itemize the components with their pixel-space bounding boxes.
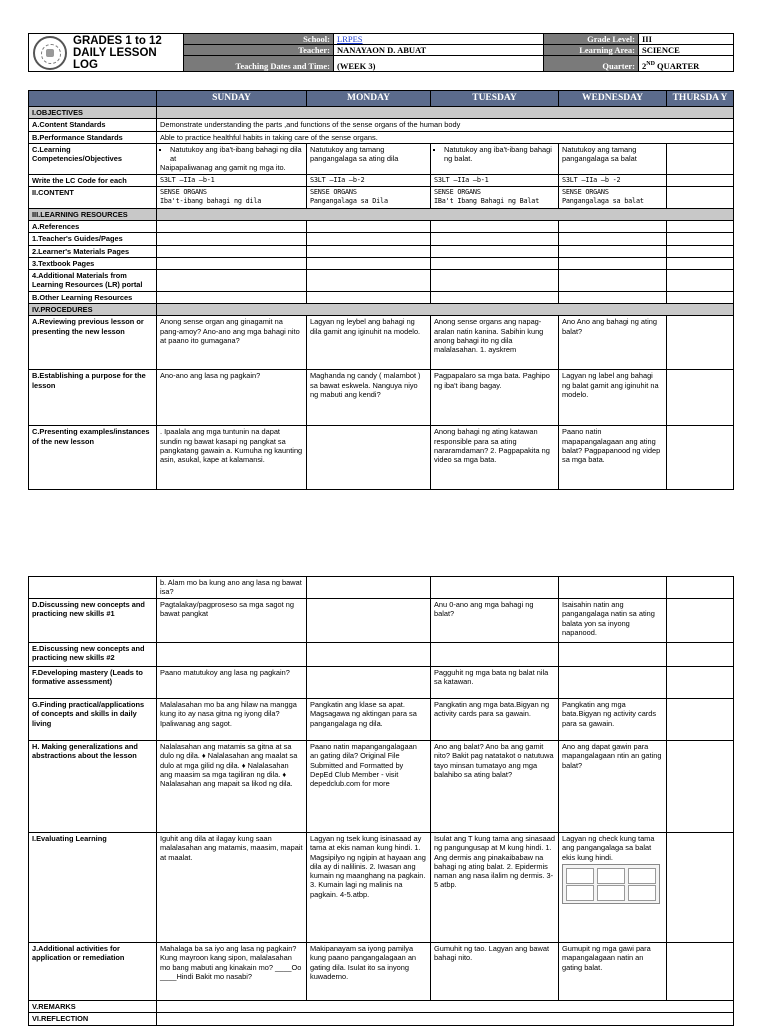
competency-sunday xyxy=(157,143,307,174)
discussing-1-sunday: Pagtalakay/pagproseso sa mga sagot ng bawat pangkat xyxy=(157,599,307,643)
reflection-label: VI.REFLECTION xyxy=(29,1013,157,1025)
lesson-table-part-1 xyxy=(28,90,733,490)
header-table xyxy=(28,33,734,72)
generalizations-wednesday: Ano ang dapat gawin para mapangalagaan ntin an gating balat? xyxy=(559,741,667,833)
applications-tuesday: Pangkatin ang mga bata.Bigyan ng activity cards para sa gawain. xyxy=(431,699,559,741)
learning-area-value: SCIENCE xyxy=(639,45,734,56)
school-value xyxy=(334,34,544,45)
mastery-monday xyxy=(307,667,431,699)
presenting-label: C.Presenting examples/instances of the new lesson xyxy=(29,426,157,490)
generalizations-row xyxy=(29,741,734,833)
objectives-row xyxy=(29,107,734,119)
content-wednesday-topic: SENSE ORGANS xyxy=(562,188,609,197)
performance-standards-row xyxy=(29,131,734,143)
teachers-guide-label: 1.Teacher's Guides/Pages xyxy=(29,233,157,245)
evaluating-label: I.Evaluating Learning xyxy=(29,833,157,943)
content-sunday-topic: SENSE ORGANS xyxy=(160,188,207,197)
title-line-2: DAILY LESSON xyxy=(73,46,157,59)
presenting-continued-row xyxy=(29,577,734,599)
applications-label: G.Finding practical/applications of concepts and skills in daily living xyxy=(29,699,157,741)
mastery-wednesday xyxy=(559,667,667,699)
evaluating-sunday: Iguhit ang dila at ilagay kung saan malalasahan ang matamis, maasim, mapait at maalat. xyxy=(157,833,307,943)
additional-materials-row xyxy=(29,270,734,292)
day-monday: MONDAY xyxy=(307,91,431,107)
mastery-sunday: Paano matutukoy ang lasa ng pagkain? xyxy=(157,667,307,699)
reviewing-tuesday: Anong sense organs ang napag-aralan natin kanina. Sabihin kung anong bahagi ito ng dila malalasahan. 1. ayskrem xyxy=(431,316,559,370)
content-standards-text: Demonstrate understanding the parts ,and functions of the sense organs of the human body xyxy=(157,119,734,131)
discussing-1-monday xyxy=(307,599,431,643)
purpose-row xyxy=(29,370,734,426)
discussing-1-row xyxy=(29,599,734,643)
presenting-wednesday: Paano natin mapapangalagaan ang ating balat? Pagpapanood ng videp sa mga bata. xyxy=(559,426,667,490)
quarter-number: 2 xyxy=(642,61,647,71)
lc-code-tuesday: S3LT –IIa –b-1 xyxy=(431,174,559,186)
evaluating-wednesday-text: Lagyan ng check kung tama ang pangangalaga sa balat ekis kung hindi. xyxy=(562,834,655,862)
school-link[interactable]: LRPES xyxy=(337,34,363,44)
content-standards-label: A.Content Standards xyxy=(29,119,157,131)
competency-tuesday-bullet: ▪ Natutukoy ang iba't-ibang bahagi ng balat. xyxy=(444,145,555,164)
textbook-row xyxy=(29,257,734,269)
day-sunday: SUNDAY xyxy=(157,91,307,107)
mastery-label: F.Developing mastery (Leads to formative assessment) xyxy=(29,667,157,699)
learning-area-label: Learning Area: xyxy=(544,45,639,56)
purpose-sunday: Ano-ano ang lasa ng pagkain? xyxy=(157,370,307,426)
school-label: School: xyxy=(184,34,334,45)
discussing-1-tuesday: Anu 0-ano ang mga bahagi ng balat? xyxy=(431,599,559,643)
reviewing-wednesday: Ano Ano ang bahagi ng ating balat? xyxy=(559,316,667,370)
other-resources-label: B.Other Learning Resources xyxy=(29,291,157,303)
presenting-tuesday: Anong bahagi ng ating katawan responsible para sa ating nararamdaman? 2. Pagpapakita ng video sa mga bata. xyxy=(431,426,559,490)
additional-activities-wednesday: Gumupit ng mga gawi para mapangalagaan natin an gating balat. xyxy=(559,943,667,1001)
title-line-1: GRADES 1 to 12 xyxy=(73,34,162,47)
content-monday-sub: Pangangalaga sa Dila xyxy=(310,197,388,206)
applications-row xyxy=(29,699,734,741)
additional-activities-row xyxy=(29,943,734,1001)
content-row xyxy=(29,187,734,209)
deped-seal-logo xyxy=(33,36,67,70)
learning-resources-row xyxy=(29,208,734,220)
reviewing-monday: Lagyan ng leybel ang bahagi ng dila gamit ang iginuhit na modelo. xyxy=(307,316,431,370)
content-monday xyxy=(307,187,431,209)
quarter-label: Quarter: xyxy=(544,56,639,72)
competency-sunday-extra: Naipapaliwanag ang gamit ng mga ito. xyxy=(160,163,286,173)
competency-wednesday: Natutukoy ang tamang pangangalaga sa balat xyxy=(559,143,667,174)
objectives-label: I.OBJECTIVES xyxy=(29,107,157,119)
references-row xyxy=(29,220,734,232)
content-sunday xyxy=(157,187,307,209)
mastery-tuesday: Pagguhit ng mga bata ng balat nila sa katawan. xyxy=(431,667,559,699)
day-header-blank xyxy=(29,91,157,107)
reviewing-sunday: Anong sense organ ang ginagamit na pang-amoy? Ano-ano ang mga bahagi nito at paano ito gumagana? xyxy=(157,316,307,370)
competencies-label: C.Learning Competencies/Objectives xyxy=(29,143,157,174)
evaluating-tuesday: Isulat ang T kung tama ang sinasaad ng pangungusap at M kung hindi. 1. Ang dermis ang pinakaibabaw na bahagi ng ating balat. 2. Epidermis naman ang nasa ilalim ng dermis. 3-5 atbp. xyxy=(431,833,559,943)
lesson-table-part-2 xyxy=(28,576,733,1026)
title-line-3: LOG xyxy=(73,58,98,71)
purpose-monday: Maghanda ng candy ( malambot ) sa bawat eskwela. Nanguya niyo ng mabuti ang kendi? xyxy=(307,370,431,426)
references-label: A.References xyxy=(29,220,157,232)
day-tuesday: TUESDAY xyxy=(431,91,559,107)
additional-materials-label: 4.Additional Materials from Learning Resources (LR) portal xyxy=(29,270,157,292)
generalizations-label: H. Making generalizations and abstractions about the lesson xyxy=(29,741,157,833)
remarks-label: V.REMARKS xyxy=(29,1001,157,1013)
generalizations-sunday: Nalalasahan ang matamis sa gitna at sa dulo ng dila. ♦ Nalalasahan ang maalat sa dulo at mga gilid ng dila. ♦ Nalalasahan ang maasim sa mga tagiliran ng dila. ♦ Nalalasahan ang mapait sa likod ng dila. xyxy=(157,741,307,833)
lc-code-monday: S3LT –IIa –b-2 xyxy=(307,174,431,186)
applications-wednesday: Pangkatin ang mga bata.Bigyan ng activity cards para sa gawain. xyxy=(559,699,667,741)
additional-activities-label: J.Additional activities for application or remediation xyxy=(29,943,157,1001)
lesson-table-1 xyxy=(28,90,734,490)
teachers-guide-row xyxy=(29,233,734,245)
lesson-table-2 xyxy=(28,576,734,1026)
purpose-wednesday: Lagyan ng label ang bahagi ng balat gamit ang iginuhit na modelo. xyxy=(559,370,667,426)
generalizations-tuesday: Ano ang balat? Ano ba ang gamit nito? Bakit pag natatakot o natutuwa tayo minsan tumatayo ang mga balahibo sa ating balat? xyxy=(431,741,559,833)
content-tuesday xyxy=(431,187,559,209)
reflection-row xyxy=(29,1013,734,1025)
other-resources-row xyxy=(29,291,734,303)
competency-monday: Natutukoy ang tamang pangangalaga sa ating dila xyxy=(307,143,431,174)
teacher-value: NANAYAON D. ABUAT xyxy=(334,45,544,56)
content-wednesday-sub: Pangangalaga sa balat xyxy=(562,197,644,206)
remarks-row xyxy=(29,1001,734,1013)
applications-sunday: Malalasahan mo ba ang hilaw na mangga kung ito ay nasa gitna ng iyong dila? Ipaliwanag ang sagot. xyxy=(157,699,307,741)
additional-activities-tuesday: Gumuhit ng tao. Lagyan ang bawat bahagi nito. xyxy=(431,943,559,1001)
presenting-row xyxy=(29,426,734,490)
lc-code-row xyxy=(29,174,734,186)
presenting-monday xyxy=(307,426,431,490)
discussing-2-row xyxy=(29,643,734,667)
content-wednesday xyxy=(559,187,667,209)
evaluating-wednesday xyxy=(559,833,667,943)
teacher-label: Teacher: xyxy=(184,45,334,56)
additional-activities-monday: Makipanayam sa iyong pamilya kung paano pangangalagaan an gating dila. Isulat ito sa inyong kuwaderno. xyxy=(307,943,431,1001)
lc-code-sunday: S3LT –IIa –b-1 xyxy=(157,174,307,186)
content-standards-row xyxy=(29,119,734,131)
content-tuesday-topic: SENSE ORGANS xyxy=(434,188,481,197)
title-cell xyxy=(29,34,184,72)
lc-code-wednesday: S3LT –IIa –b -2 xyxy=(559,174,667,186)
grade-level-value: III xyxy=(639,34,734,45)
day-thursday: THURSDA Y xyxy=(667,91,734,107)
content-tuesday-sub: IBa't Ibang Bahagi ng Balat xyxy=(434,197,540,206)
procedures-label: IV.PROCEDURES xyxy=(29,304,157,316)
discussing-2-label: E.Discussing new concepts and practicing new skills #2 xyxy=(29,643,157,667)
learners-materials-label: 2.Learner's Materials Pages xyxy=(29,245,157,257)
discussing-1-label: D.Discussing new concepts and practicing new skills #1 xyxy=(29,599,157,643)
day-wednesday: WEDNESDAY xyxy=(559,91,667,107)
competency-tuesday xyxy=(431,143,559,174)
generalizations-monday: Paano natin mapangangalagaan an gating dila? Original File Submitted and Formatted by DepEd Club Member - visit depedclub.com for more xyxy=(307,741,431,833)
reviewing-label: A.Reviewing previous lesson or presenting the new lesson xyxy=(29,316,157,370)
reviewing-row xyxy=(29,316,734,370)
activity-worksheet-image xyxy=(562,864,660,904)
learning-resources-label: III.LEARNING RESOURCES xyxy=(29,208,157,220)
quarter-suffix: ND xyxy=(646,61,655,68)
applications-monday: Pangkatin ang klase sa apat. Magsagawa ng aktingan para sa pangangalaga ng dila. xyxy=(307,699,431,741)
content-monday-topic: SENSE ORGANS xyxy=(310,188,357,197)
lc-code-label: Write the LC Code for each xyxy=(29,174,157,186)
purpose-label: B.Establishing a purpose for the lesson xyxy=(29,370,157,426)
day-header-row xyxy=(29,91,734,107)
quarter-value xyxy=(639,56,734,72)
procedures-row xyxy=(29,304,734,316)
content-sunday-sub: Iba't-ibang bahagi ng dila xyxy=(160,197,262,206)
header-block xyxy=(28,33,733,72)
mastery-row xyxy=(29,667,734,699)
learners-materials-row xyxy=(29,245,734,257)
evaluating-row xyxy=(29,833,734,943)
presenting-sunday: . Ipaalala ang mga tuntunin na dapat sundin ng bawat kasapi ng pangkat sa pangkatang gawain a. Kumuha ng kaunting asin, asukal, kape at kalamansi. xyxy=(157,426,307,490)
evaluating-monday: Lagyan ng tsek kung isinasaad ay tama at ekis naman kung hindi. 1. Magsipilyo ng ngipin at hayaan ang dila ay di nalilinis. 2. Iwasan ang kumain ng maanghang na pagkain. 3. Kumain lagi ng malinis na pagkain. 4-5.atbp. xyxy=(307,833,431,943)
teaching-dates-value: (WEEK 3) xyxy=(334,56,544,72)
discussing-1-wednesday: Isaisahin natin ang pangangalaga natin sa ating balata yon sa inyong napanood. xyxy=(559,599,667,643)
teaching-dates-label: Teaching Dates and Time: xyxy=(184,56,334,72)
purpose-tuesday: Pagpapalaro sa mga bata. Paghipo ng iba't ibang bagay. xyxy=(431,370,559,426)
textbook-label: 3.Textbook Pages xyxy=(29,257,157,269)
grade-level-label: Grade Level: xyxy=(544,34,639,45)
content-label: II.CONTENT xyxy=(29,187,157,209)
additional-activities-sunday: Mahalaga ba sa iyo ang lasa ng pagkain? Kung mayroon kang sipon, malalasahan mo bang mabuti ang kinakain mo? ____Oo ____Hindi Bakit mo nasabi? xyxy=(157,943,307,1001)
performance-standards-text: Able to practice healthful habits in taking care of the sense organs. xyxy=(157,131,734,143)
competencies-row xyxy=(29,143,734,174)
performance-standards-label: B.Performance Standards xyxy=(29,131,157,143)
competency-sunday-bullet: ▪ Natutukoy ang iba't-ibang bahagi ng dila at xyxy=(170,145,303,164)
quarter-word: QUARTER xyxy=(654,61,700,71)
log-title xyxy=(73,35,162,71)
presenting-sunday-continued: b. Alam mo ba kung ano ang lasa ng bawat isa? xyxy=(157,577,307,599)
